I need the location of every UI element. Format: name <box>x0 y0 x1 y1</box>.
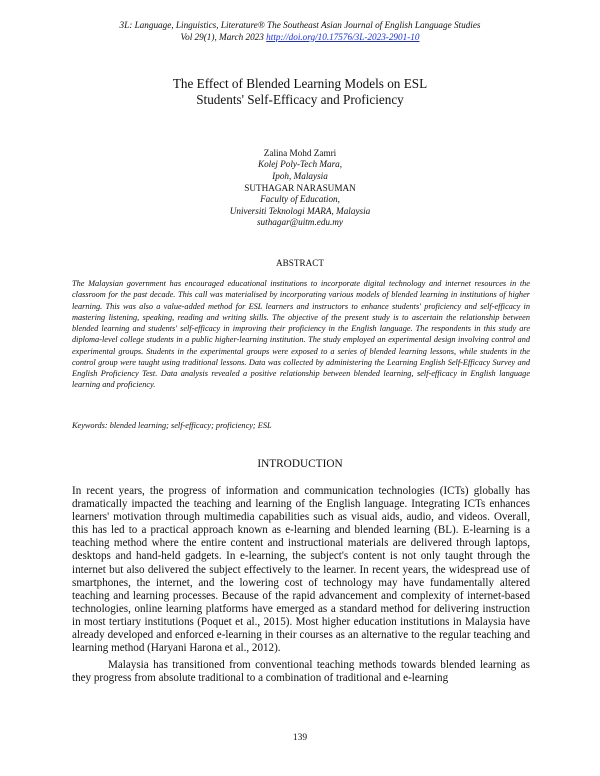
author-name: SUTHAGAR NARASUMAN <box>244 183 356 193</box>
introduction-body <box>72 485 530 685</box>
abstract-text: The Malaysian government has encouraged educational institutions to incorporate digital technology and internet resources in the classroom for the past decade. This call was materialised by incorporating various models of blended learning in institutions of higher learning. This was also a value-added method for ESL learners and instructors to enhance students' proficiency and self-efficacy in mastering listening, speaking, reading and writing skills. The objective of the present study is to ascertain the relationship between blended learning and students' self-efficacy in improving their proficiency in the English language. The respondents in this study are diploma-level college students in a public higher-learning institution. The study employed an experimental design involving control and experimental groups. Students in the experimental groups were exposed to a series of blended learning lessons, while students in the control group were taught using traditional lessons. Data was collected by administering the Learning English Self-Efficacy Survey and English Proficiency Test. Data analysis revealed a positive relationship between blended learning, self-efficacy in English language learning and proficiency. <box>72 279 530 390</box>
journal-volume-line <box>0 32 600 44</box>
journal-header <box>0 20 600 43</box>
author-name: Zalina Mohd Zamri <box>263 148 337 158</box>
keywords: Keywords: blended learning; self-efficacy; proficiency; ESL <box>72 421 272 430</box>
doi-link[interactable]: http://doi.org/10.17576/3L-2023-2901-10 <box>266 31 420 42</box>
paper-title <box>0 76 600 108</box>
page-number: 139 <box>292 733 308 743</box>
paper-title-line-2: Students' Self-Efficacy and Proficiency <box>196 92 404 107</box>
journal-title-line: 3L: Language, Linguistics, Literature® The Southeast Asian Journal of English Language Studies <box>119 20 481 30</box>
paragraph-1: In recent years, the progress of information and communication technologies (ICTs) globally has dramatically impacted the teaching and learning of the English language. Integrating ICTs enhances learners' motivation through multimedia capabilities such as visual aids, audio, and videos. Overall, this has led to a practical approach known as e-learning and blended learning (BL). E-learning is a teaching method where the entire content and instructional materials are delivered through laptops, desktops and hand-held gadgets. In e-learning, the subject's content is not only taught through the internet but also delivered the subject effectively to the learner. In recent years, the widespread use of smartphones, the internet, and the lowering cost of technology may have fundamentally altered teaching and learning processes. Because of the rapid advancement and complexity of internet-based technologies, online learning platforms have emerged as a standard method for delivering instruction in most tertiary institutions (Poquet et al., 2015). Most higher education institutions in Malaysia have already developed and enforced e-learning in their courses as an alternative to the regular teaching and learning method (Haryani Harona et al., 2012). <box>72 485 530 655</box>
journal-volume: Vol 29(1), March 2023 <box>180 31 267 42</box>
author-email: suthagar@uitm.edu.my <box>256 216 344 227</box>
author-affiliation: Faculty of Education, <box>260 194 340 205</box>
author-location: Ipoh, Malaysia <box>272 170 328 181</box>
introduction-heading: INTRODUCTION <box>257 458 343 470</box>
author-location: Universiti Teknologi MARA, Malaysia <box>229 205 371 216</box>
paragraph-2: Malaysia has transitioned from conventional teaching methods towards blended learning as they progress from absolute traditional to a combination of traditional and e-learning <box>72 659 530 685</box>
paper-title-line-1: The Effect of Blended Learning Models on ESL <box>172 76 428 91</box>
abstract-heading: ABSTRACT <box>276 258 324 268</box>
author-affiliation: Kolej Poly-Tech Mara, <box>257 159 343 170</box>
author-block-1 <box>0 148 600 182</box>
author-block-2 <box>0 183 600 228</box>
